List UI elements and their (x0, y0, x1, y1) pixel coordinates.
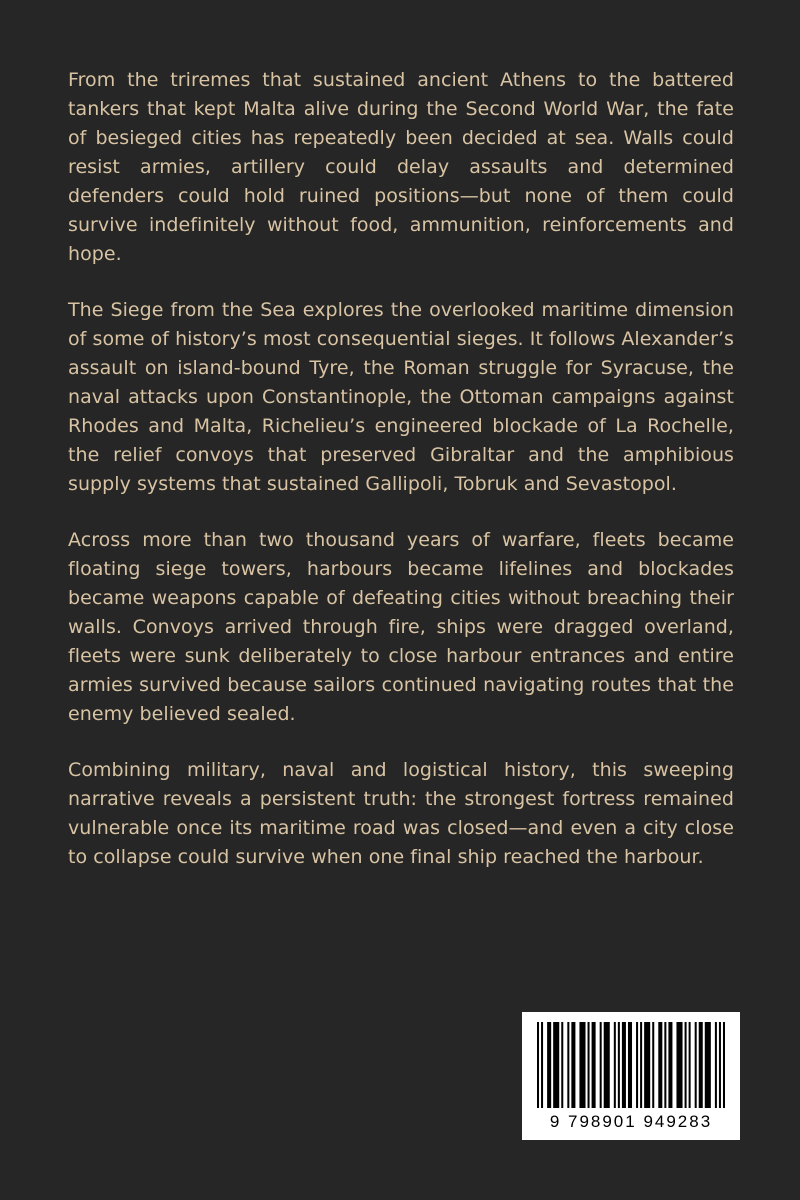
blurb-paragraph-1: From the triremes that sustained ancient Athens to the battered tankers that kept Malta alive during the Second World War, the fate of besieged cities has repeatedly been decided at sea. Walls could resist armies, artillery could delay assaults and determined defenders could hold ruined positions—but none of them could survive indefinitely without food, ammunition, reinforcements and hope. (68, 69, 734, 265)
barcode-bar (628, 1022, 632, 1108)
barcode-bar (541, 1022, 543, 1108)
blurb-paragraph-2: The Siege from the Sea explores the overlooked maritime dimension of some of history’s most consequential sieges. It follows Alexander’s assault on island-bound Tyre, the Roman struggle for Syracuse, the naval attacks upon Constantinople, the Ottoman campaigns against Rhodes and Malta, Richelieu’s engineered blockade of La Rochelle, the relief convoys that preserved Gibraltar and the amphibious supply systems that sustained Gallipoli, Tobruk and Sevastopol. (68, 299, 734, 495)
barcode-bar (719, 1022, 721, 1108)
barcode-bar (658, 1022, 662, 1108)
barcode-bar (676, 1022, 682, 1108)
barcode-bar (604, 1022, 610, 1108)
barcode-bar (664, 1022, 666, 1108)
barcode-bar (715, 1022, 717, 1108)
barcode-bars (537, 1022, 725, 1110)
barcode-bar (567, 1022, 569, 1108)
barcode-bar (636, 1022, 638, 1108)
barcode-bar (695, 1022, 697, 1108)
barcode-bar (689, 1022, 691, 1108)
barcode-bar (588, 1022, 590, 1108)
barcode-bar (699, 1022, 703, 1108)
barcode-bar (537, 1022, 539, 1108)
blurb-paragraph-3: Across more than two thousand years of warfare, fleets became floating siege towers, harbours became lifelines and blockades became weapons capable of defeating cities without breaching their walls. Convoys arrived through fire, ships were dragged overland, fleets were sunk deliberately to close harbour entrances and entire armies survived because sailors continued navigating routes that the enemy believed sealed. (68, 529, 734, 725)
barcode-bar (579, 1022, 585, 1108)
barcode-bar (640, 1022, 642, 1108)
barcode-bar (571, 1022, 575, 1108)
barcode-bar (592, 1022, 596, 1108)
blurb-paragraph-4: Combining military, naval and logistical history, this sweeping narrative reveals a persistent truth: the strongest fortress remained vulnerable once its maritime road was closed—and even a city close to collapse could survive when one final ship reached the harbour. (68, 759, 734, 868)
barcode-digits: 9 798901 949283 (549, 1112, 713, 1131)
barcode-bar (618, 1022, 620, 1108)
barcode-bar (685, 1022, 687, 1108)
barcode-bar (614, 1022, 616, 1108)
barcode-bar (668, 1022, 672, 1108)
barcode-bar (705, 1022, 711, 1108)
barcode-bar (652, 1022, 654, 1108)
barcode-bar (644, 1022, 650, 1108)
barcode-bar (553, 1022, 559, 1108)
barcode-bar (600, 1022, 602, 1108)
barcode-bar (561, 1022, 563, 1108)
barcode-bar (723, 1022, 725, 1108)
back-cover-blurb (68, 66, 734, 899)
barcode-bar (622, 1022, 626, 1108)
barcode-bar (547, 1022, 551, 1108)
isbn-barcode (522, 1012, 740, 1140)
